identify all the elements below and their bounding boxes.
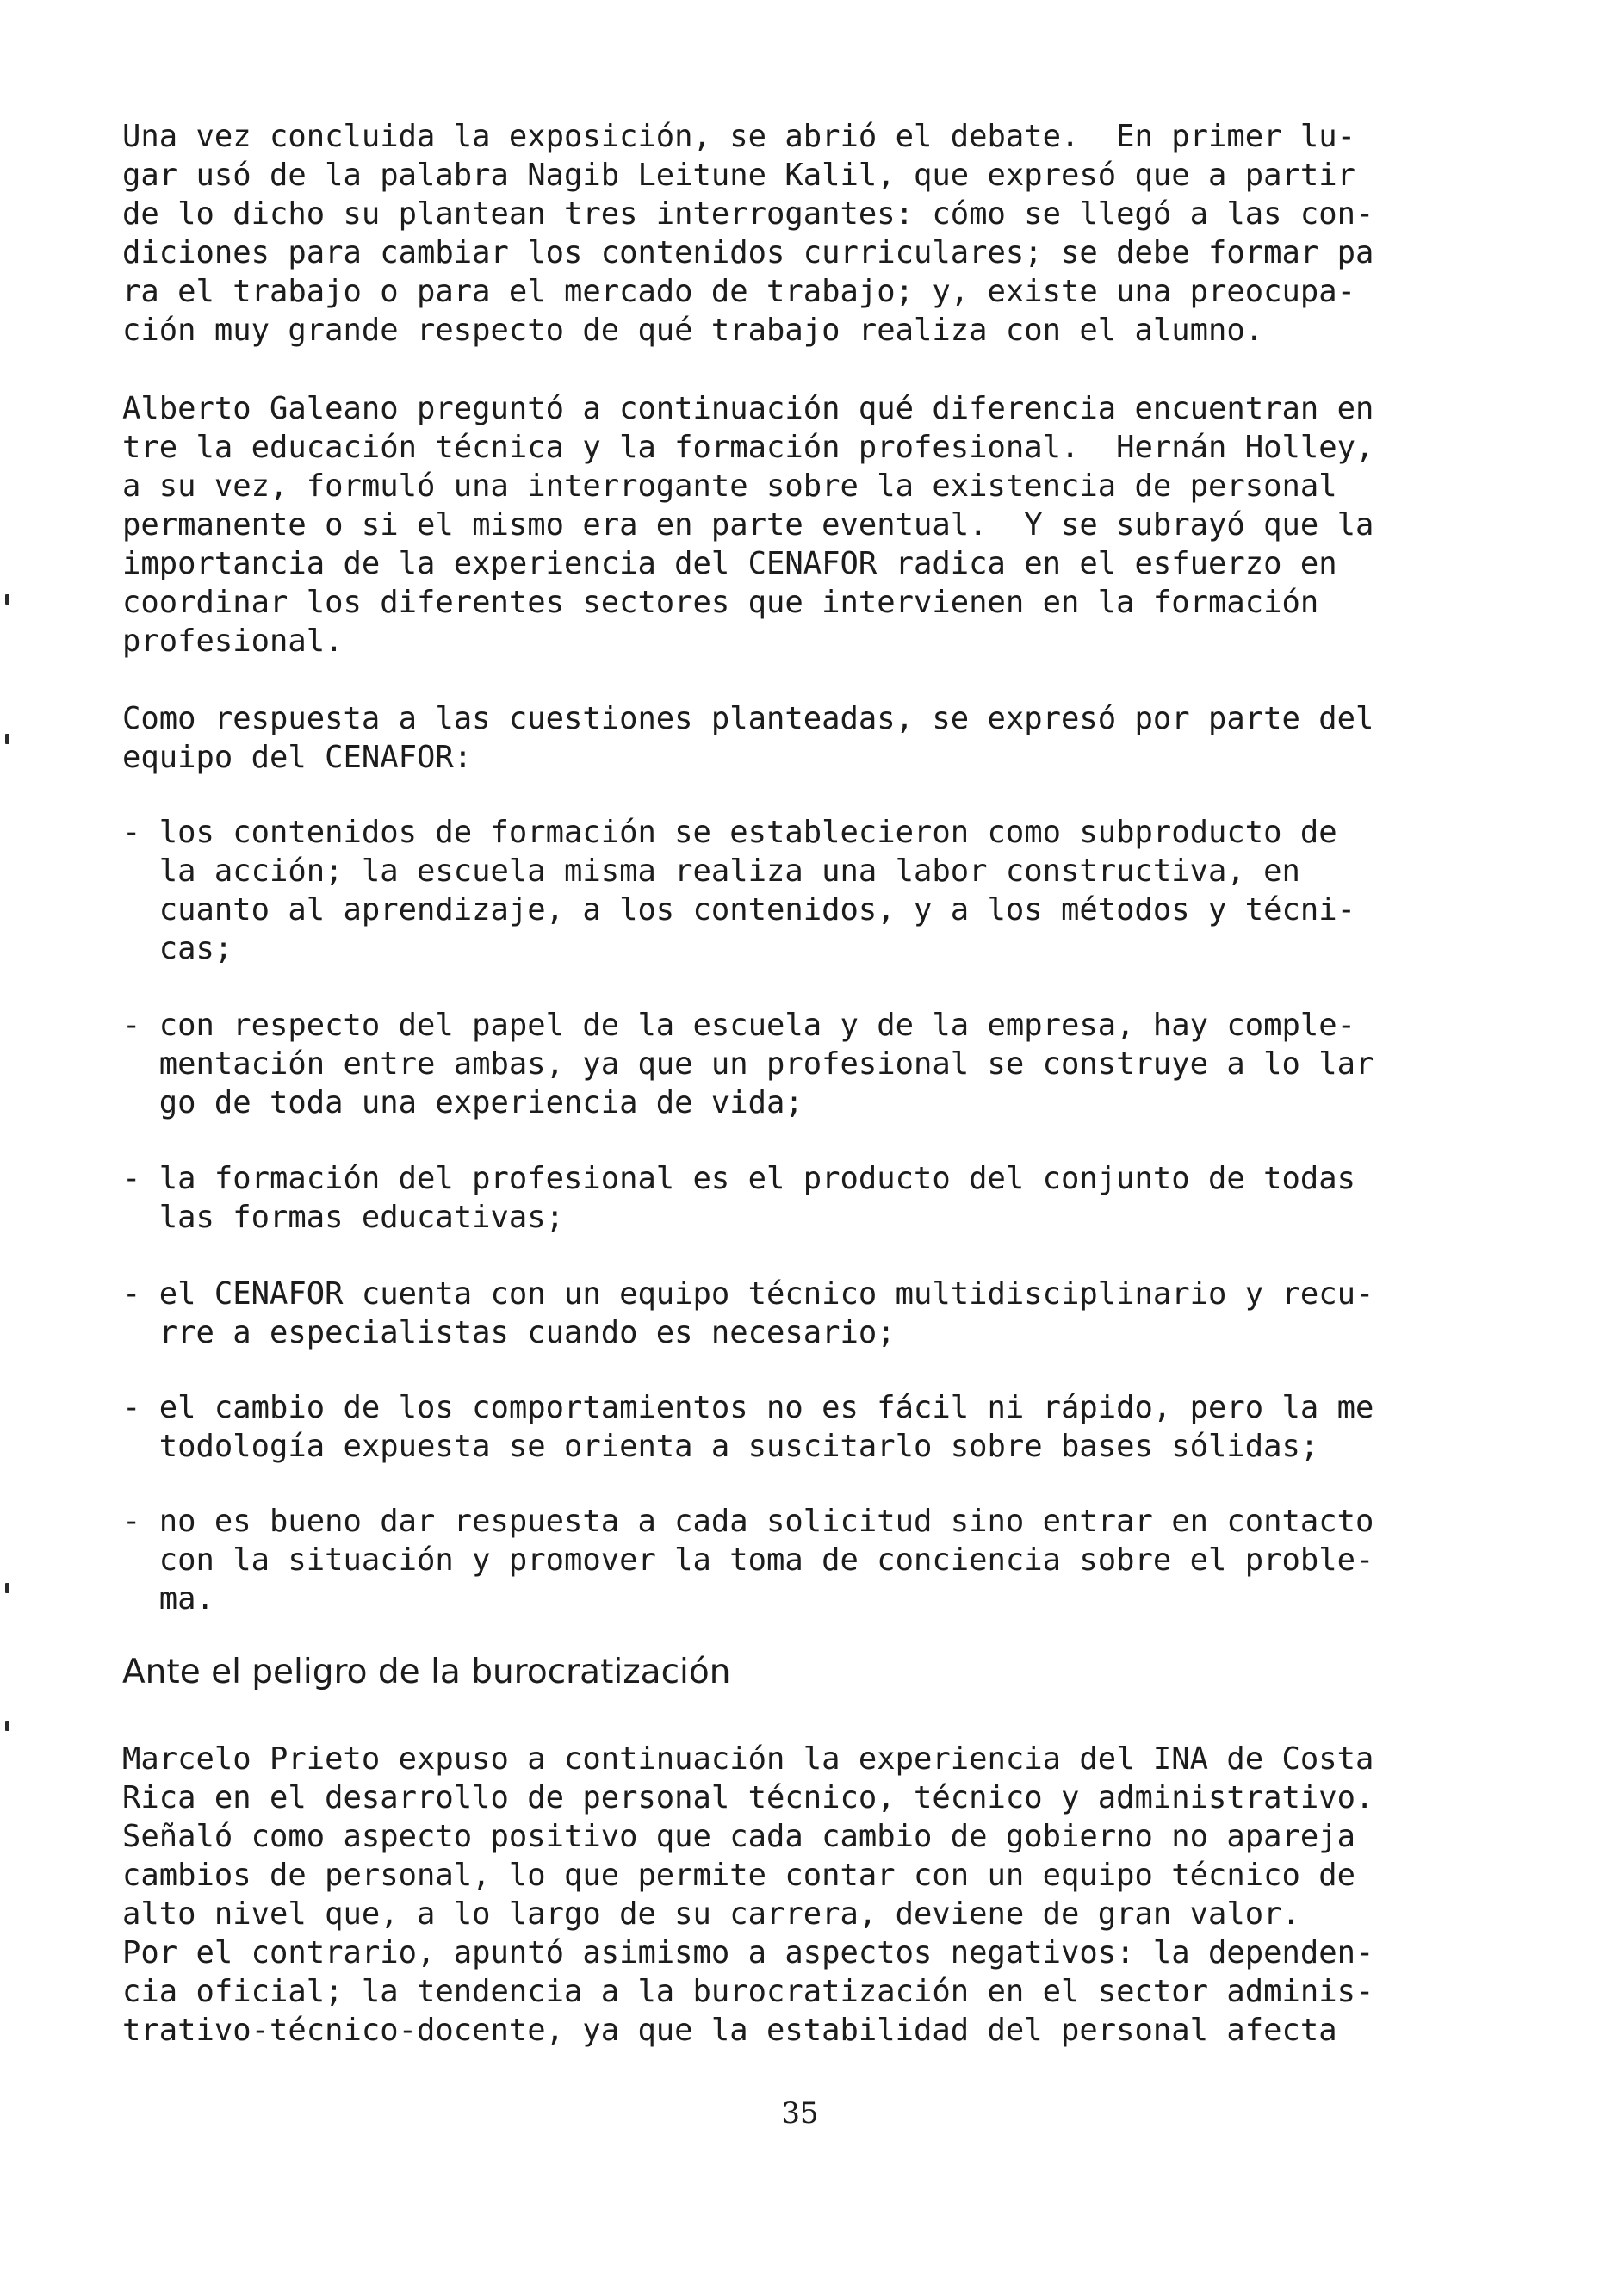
margin-mark [5,734,9,744]
list-item: - con respecto del papel de la escuela y de la empresa, hay comple- mentación entre ambas, ya que un profesional se construye a lo lar go de toda una experiencia de vida; [122,1008,1374,1120]
page-number: 35 [781,2096,819,2131]
section-heading: Ante el peligro de la burocratización [122,1653,731,1691]
margin-mark [5,1721,9,1731]
list-item: - la formación del profesional es el producto del conjunto de todas las formas educativas; [122,1161,1355,1235]
paragraph-prieto-ina: Marcelo Prieto expuso a continuación la experiencia del INA de Costa Rica en el desarrollo de personal técnico, técnico y administrativo. Señaló como aspecto positivo que cada cambio de gobierno no apareja cambios de personal, lo que permite contar con un equipo técnico de alto nivel que, a lo largo de su carrera, deviene de gran valor. Por el contrario, apuntó asimismo a aspectos negativos: la dependen- cia oficial; la tendencia a la burocratización en el sector adminis- trativo-técnico-docente, ya que la estabilidad del personal afecta [122,1741,1374,2048]
paragraph-cenafor-response-intro: Como respuesta a las cuestiones planteadas, se expresó por parte del equipo del CENAFOR: [122,701,1374,775]
margin-mark [5,594,9,605]
list-item: - el CENAFOR cuenta con un equipo técnico multidisciplinario y recu- rre a especialistas cuando es necesario; [122,1276,1374,1350]
list-item: - no es bueno dar respuesta a cada solicitud sino entrar en contacto con la situación y promover la toma de conciencia sobre el proble- ma. [122,1504,1374,1617]
paragraph-debate-opening: Una vez concluida la exposición, se abrió el debate. En primer lu- gar usó de la palabra Nagib Leitune Kalil, que expresó que a partir de lo dicho su plantean tres interrogantes: cómo se llegó a las con- diciones para cambiar los contenidos curriculares; se debe formar pa ra el trabajo o para el mercado de trabajo; y, existe una preocupa- ción muy grande respecto de qué trabajo realiza con el alumno. [122,119,1374,348]
margin-mark [5,1583,9,1593]
list-item: - los contenidos de formación se establecieron como subproducto de la acción; la escuela misma realiza una labor constructiva, en cuanto al aprendizaje, a los contenidos, y a los métodos y técni- cas; [122,815,1355,966]
list-item: - el cambio de los comportamientos no es fácil ni rápido, pero la me todología expuesta se orienta a suscitarlo sobre bases sólidas; [122,1390,1374,1464]
paragraph-galeano-question: Alberto Galeano preguntó a continuación qué diferencia encuentran en tre la educación técnica y la formación profesional. Hernán Holley, a su vez, formuló una interrogante sobre la existencia de personal permanente o si el mismo era en parte eventual. Y se subrayó que la importancia de la experiencia del CENAFOR radica en el esfuerzo en coordinar los diferentes sectores que intervienen en la formación profesional. [122,391,1374,659]
